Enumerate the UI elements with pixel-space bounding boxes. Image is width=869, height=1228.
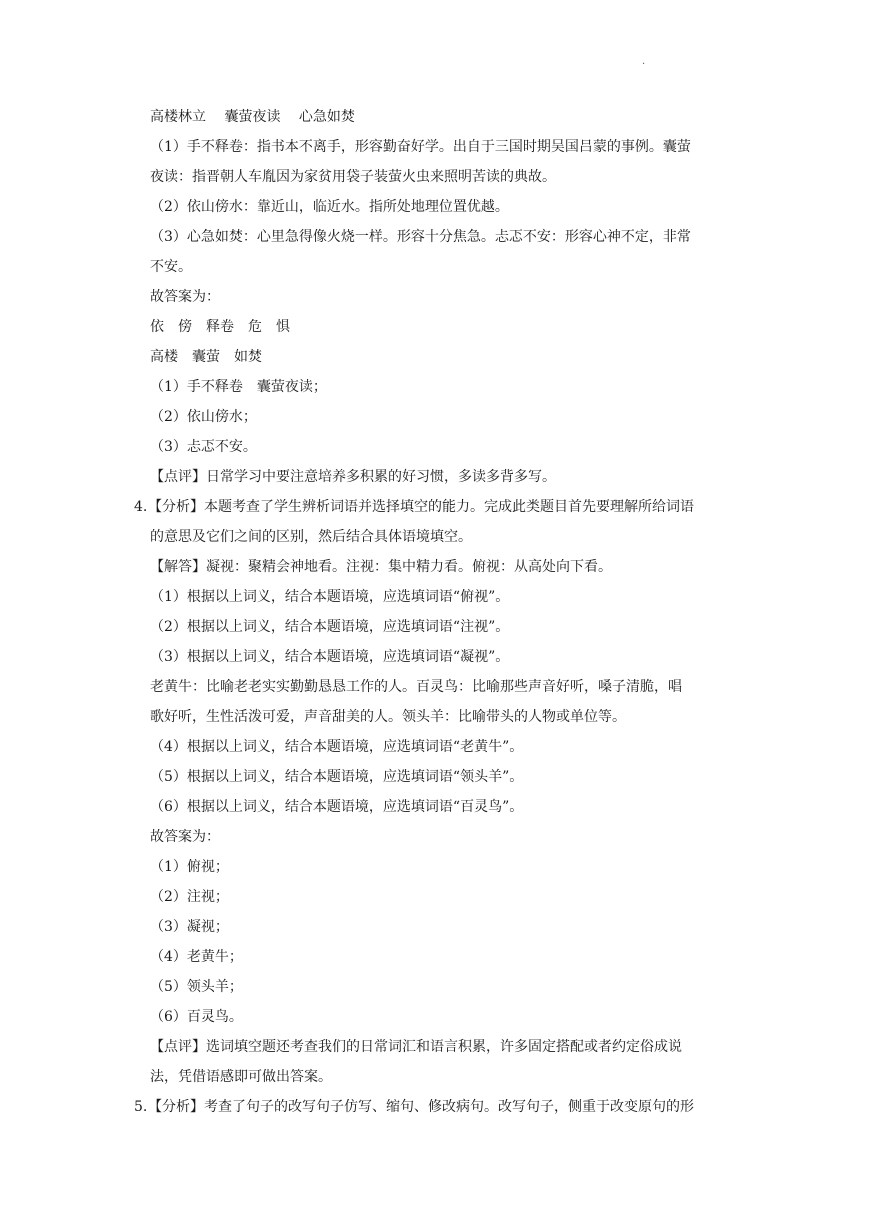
s4-def-b: 歌好听，生性活泼可爱，声音甜美的人。领头羊：比喻带头的人物或单位等。: [150, 709, 626, 725]
s5-analysis-line: [0, 1092, 869, 1122]
s3-ans-1: 依 傍 释卷 危 惧: [150, 319, 290, 335]
s4-step-1: （1）根据以上词义，结合本题语境，应选填词语“俯视”。: [150, 589, 510, 605]
s3-expl-3b: 不安。: [150, 259, 192, 275]
s4-answer-label: 故答案为：: [150, 829, 220, 845]
header-mark: .: [642, 56, 646, 67]
s3-expl-1a: （1）手不释卷：指书本不离手，形容勤奋好学。出自于三国时期吴国吕蒙的事例。囊萤: [150, 139, 691, 155]
s4-solution: 【解答】凝视：聚精会神地看。注视：集中精力看。俯视：从高处向下看。: [150, 559, 612, 575]
s3-answer-line-a: 高楼林立 囊萤夜读 心急如焚: [150, 109, 355, 125]
document-body: [0, 102, 869, 1122]
s4-ans-2: （2）注视；: [150, 889, 229, 905]
s4-step-3: （3）根据以上词义，结合本题语境，应选填词语“凝视”。: [150, 649, 510, 665]
s5-analysis-a: 【分析】考查了句子的改写句子仿写、缩句、修改病句。改写句子，侧重于改变原句的形: [148, 1099, 694, 1115]
s4-def-a: 老黄牛：比喻老老实实勤勤恳恳工作的人。百灵鸟：比喻那些声音好听，嗓子清脆，唱: [150, 679, 682, 695]
s3-expl-3a: （3）心急如焚：心里急得像火烧一样。形容十分焦急。忐忑不安：形容心神不定，非常: [150, 229, 691, 245]
s5-number: 5.: [134, 1099, 148, 1115]
s4-ans-3: （3）凝视；: [150, 919, 229, 935]
s4-analysis-line: [0, 492, 869, 522]
s3-ans-4: （2）依山傍水；: [150, 409, 257, 425]
s3-ans-5: （3）忐忑不安。: [150, 439, 257, 455]
s3-expl-2: （2）依山傍水：靠近山，临近水。指所处地理位置优越。: [150, 199, 509, 215]
s4-step-4: （4）根据以上词义，结合本题语境，应选填词语“老黄牛”。: [150, 739, 524, 755]
s4-step-6: （6）根据以上词义，结合本题语境，应选填词语“百灵鸟”。: [150, 799, 524, 815]
s3-answer-label: 故答案为：: [150, 289, 220, 305]
s3-ans-3: （1）手不释卷 囊萤夜读；: [150, 379, 327, 395]
s4-ans-6: （6）百灵鸟。: [150, 1009, 243, 1025]
s4-analysis-a: 【分析】本题考查了学生辨析词语并选择填空的能力。完成此类题目首先要理解所给词语: [148, 499, 694, 515]
s4-step-5: （5）根据以上词义，结合本题语境，应选填词语“领头羊”。: [150, 769, 524, 785]
s4-comment-b: 法，凭借语感即可做出答案。: [150, 1069, 332, 1085]
s4-ans-5: （5）领头羊；: [150, 979, 243, 995]
s4-step-2: （2）根据以上词义，结合本题语境，应选填词语“注视”。: [150, 619, 510, 635]
s4-comment-a: 【点评】选词填空题还考查我们的日常词汇和语言积累，许多固定搭配或者约定俗成说: [150, 1039, 682, 1055]
s3-comment: 【点评】日常学习中要注意培养多积累的好习惯，多读多背多写。: [150, 469, 556, 485]
s4-number: 4.: [134, 499, 148, 515]
s4-ans-4: （4）老黄牛；: [150, 949, 243, 965]
s3-ans-2: 高楼 囊萤 如焚: [150, 349, 262, 365]
s4-analysis-b: 的意思及它们之间的区别，然后结合具体语境填空。: [150, 529, 472, 545]
s3-expl-1b: 夜读：指晋朝人车胤因为家贫用袋子装萤火虫来照明苦读的典故。: [150, 169, 556, 185]
s4-ans-1: （1）俯视；: [150, 859, 229, 875]
